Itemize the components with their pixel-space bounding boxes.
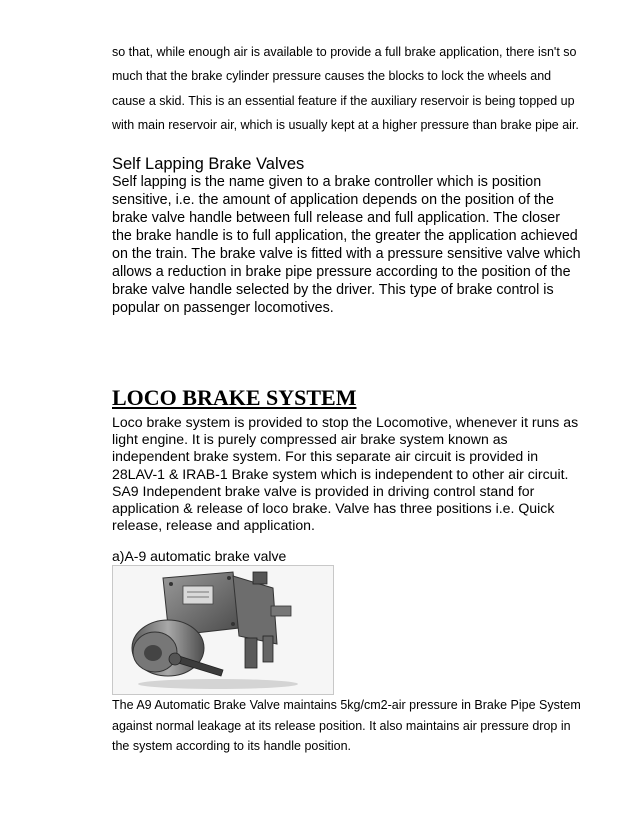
- figure-caption: a)A-9 automatic brake valve: [112, 548, 287, 564]
- loco-brake-paragraph: Loco brake system is provided to stop the Locomotive, whenever it runs as light engine. It is purely compressed air brake system known as independent brake system. For this separate air circuit is provided in 28LAV-1 & IRAB-1 Brake system which is independent to other air circuit. SA9 Independent brake valve is provided in driving control stand for application & release of loco brake. Valve has three positions i.e. Quick release, release and application.: [112, 414, 579, 534]
- brake-valve-illustration: [113, 566, 333, 694]
- self-lapping-paragraph: Self lapping is the name given to a brake controller which is position sensitive, i.e. the amount of application depends on the position of the brake valve handle between full release and full application. The closer the brake handle is to full application, the greater the application achieved on the train. The brake valve is fitted with a pressure sensitive valve which allows a reduction in brake pipe pressure according to the position of the brake valve handle selected by the driver. This type of brake control is popular on passenger locomotives.: [112, 174, 581, 316]
- self-lapping-heading: Self Lapping Brake Valves: [112, 155, 305, 173]
- intro-paragraph: so that, while enough air is available to provide a full brake application, there isn't so much that the brake cylinder pressure causes the blocks to lock the wheels and cause a skid. This is an essential feature if the auxiliary reservoir is being topped up with main reservoir air, which is usually kept at a higher pressure than brake pipe air.: [112, 45, 579, 133]
- a9-description-paragraph: The A9 Automatic Brake Valve maintains 5kg/cm2-air pressure in Brake Pipe System against normal leakage at its release position. It also maintains air pressure drop in the system according to its handle position.: [112, 698, 581, 754]
- loco-brake-heading: LOCO BRAKE SYSTEM: [112, 385, 357, 410]
- brake-valve-photo: [112, 565, 334, 695]
